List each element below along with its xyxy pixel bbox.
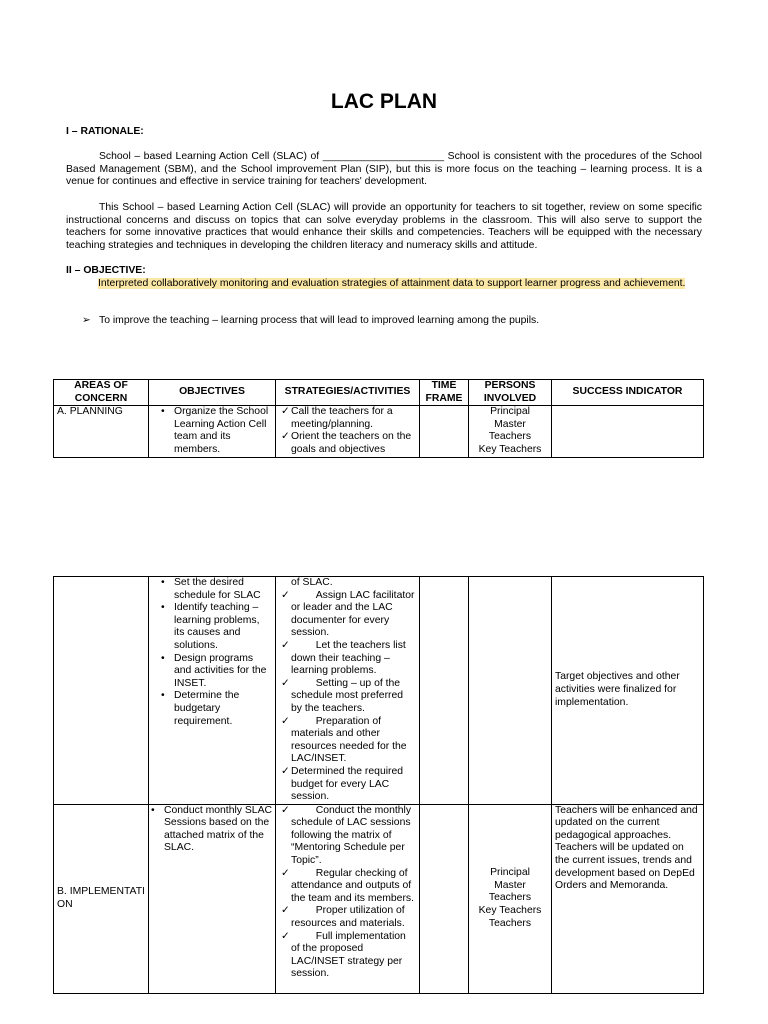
check-icon: ✓ <box>281 930 290 942</box>
person-entry: Key Teachers <box>478 904 542 916</box>
list-item: ✓ Call the teachers for a meeting/planning. <box>281 406 393 430</box>
persons-cell <box>469 577 552 805</box>
list-item: ✓ Preparation of materials and other resources needed for the LAC/INSET. <box>281 715 407 765</box>
check-icon: ✓ <box>281 639 290 651</box>
area-cell: A. PLANNING <box>54 406 149 457</box>
list-item: ✓ Conduct the monthly schedule of LAC sessions following the matrix of “Mentoring Schedule per Topic”. <box>281 804 412 867</box>
header-persons-involved: PERSONS INVOLVED <box>469 380 552 406</box>
table-row <box>54 804 704 993</box>
list-item: • Organize the School Learning Action Cell team and its members. <box>174 406 272 456</box>
objective-item-text: To improve the teaching – learning process that will lead to improved learning among the pupils. <box>99 315 540 326</box>
table-row <box>54 577 704 805</box>
person-entry: Principal <box>490 406 530 418</box>
lac-plan-table-1 <box>53 379 704 458</box>
objectives-cell <box>149 577 276 805</box>
list-item: • Determine the budgetary requirement. <box>174 690 272 728</box>
header-strategies: STRATEGIES/ACTIVITIES <box>276 380 420 406</box>
highlighted-span: Interpreted collaboratively monitoring and evaluation strategies of attainment data to support learner progress and achievement. <box>98 278 686 289</box>
check-icon: ✓ <box>281 905 290 917</box>
person-entry: Principal <box>490 867 530 879</box>
persons-cell <box>469 804 552 993</box>
list-item: ✓ Setting – up of the schedule most preferred by the teachers. <box>281 677 404 714</box>
check-icon: ✓ <box>281 677 290 689</box>
header-success-indicator: SUCCESS INDICATOR <box>552 380 704 406</box>
list-item: • Set the desired schedule for SLAC <box>174 577 272 602</box>
time-frame-cell <box>420 804 469 993</box>
table-row <box>54 406 704 457</box>
list-item: • Conduct monthly SLAC Sessions based on the attached matrix of the SLAC. <box>164 805 272 855</box>
check-icon: ✓ <box>281 765 290 777</box>
check-icon: ✓ <box>281 431 290 443</box>
person-entry: Teachers <box>488 917 532 929</box>
check-icon: ✓ <box>281 804 290 816</box>
objective-list-item <box>82 315 702 328</box>
header-time-frame: TIME FRAME <box>420 380 469 406</box>
rationale-paragraph-1: School – based Learning Action Cell (SLAC) of _____________________ School is consistent with the procedures of the School Based Management (SBM), and the School improvement Plan (SIP), but this is more focus on the teaching – learning process. It is a venue for continues and effective in service training for teachers' development. <box>66 151 702 188</box>
person-entry: Key Teachers <box>478 443 542 455</box>
strategies-cell <box>276 577 420 805</box>
table-header-row <box>54 380 704 406</box>
list-item: ✓ Proper utilization of resources and materials. <box>281 905 405 930</box>
header-objectives: OBJECTIVES <box>149 380 276 406</box>
person-entry: Master Teachers <box>488 418 532 443</box>
person-entry: Master Teachers <box>488 879 532 904</box>
persons-cell <box>469 406 552 457</box>
objectives-cell <box>149 406 276 457</box>
objectives-cell <box>149 804 276 993</box>
list-item: • Identify teaching – learning problems, its causes and solutions. <box>174 602 272 652</box>
success-indicator-cell: Teachers will be enhanced and updated on the current pedagogical approaches. Teachers will be updated on the current issues, trends and development based on DepEd Orders and Memoranda. <box>552 804 704 993</box>
objective-highlighted-text <box>98 278 702 291</box>
success-indicator-cell <box>552 406 704 457</box>
rationale-heading: I – RATIONALE: <box>66 126 144 137</box>
header-areas-of-concern: AREAS OF CONCERN <box>54 380 149 406</box>
rationale-paragraph-2: This School – based Learning Action Cell (SLAC) will provide an opportunity for teachers to sit together, review on some specific instructional concerns and discuss on topics that can solve everyday problems in the classroom. This will also serve to support the teachers for some innovative practices that would enhance their skills and competencies. Teachers will be equipped with the necessary teaching strategies and techniques in developing the children literacy and numeracy skills and attitude. <box>66 202 702 251</box>
list-item: ✓ Regular checking of attendance and outputs of the team and its members. <box>281 867 415 904</box>
lac-plan-table-2 <box>53 576 704 994</box>
check-icon: ✓ <box>281 867 290 879</box>
list-item: ✓ Assign LAC facilitator or leader and the LAC documenter for every session. <box>281 589 415 639</box>
objective-heading: II – OBJECTIVE: <box>66 265 146 276</box>
area-cell <box>54 577 149 805</box>
time-frame-cell <box>420 577 469 805</box>
strategies-continuation: of SLAC. <box>291 577 333 588</box>
list-item: ✓ Determined the required budget for every LAC session. <box>281 765 404 803</box>
strategies-cell <box>276 406 420 457</box>
list-item: • Design programs and activities for the INSET. <box>174 653 272 691</box>
check-icon: ✓ <box>281 589 290 601</box>
check-icon: ✓ <box>281 406 290 418</box>
area-cell: B. IMPLEMENTATI ON <box>54 804 149 993</box>
time-frame-cell <box>420 406 469 457</box>
check-icon: ✓ <box>281 715 290 727</box>
list-item: ✓ Orient the teachers on the goals and objectives <box>281 431 412 455</box>
arrow-bullet-icon: ➢ <box>82 315 91 326</box>
list-item: ✓ Full implementation of the proposed LAC/INSET strategy per session. <box>281 930 406 980</box>
list-item: ✓ Let the teachers list down their teaching – learning problems. <box>281 639 406 677</box>
page-title: LAC PLAN <box>330 90 438 113</box>
strategies-cell <box>276 804 420 993</box>
success-indicator-cell: Target objectives and other activities were finalized for implementation. <box>552 577 704 805</box>
